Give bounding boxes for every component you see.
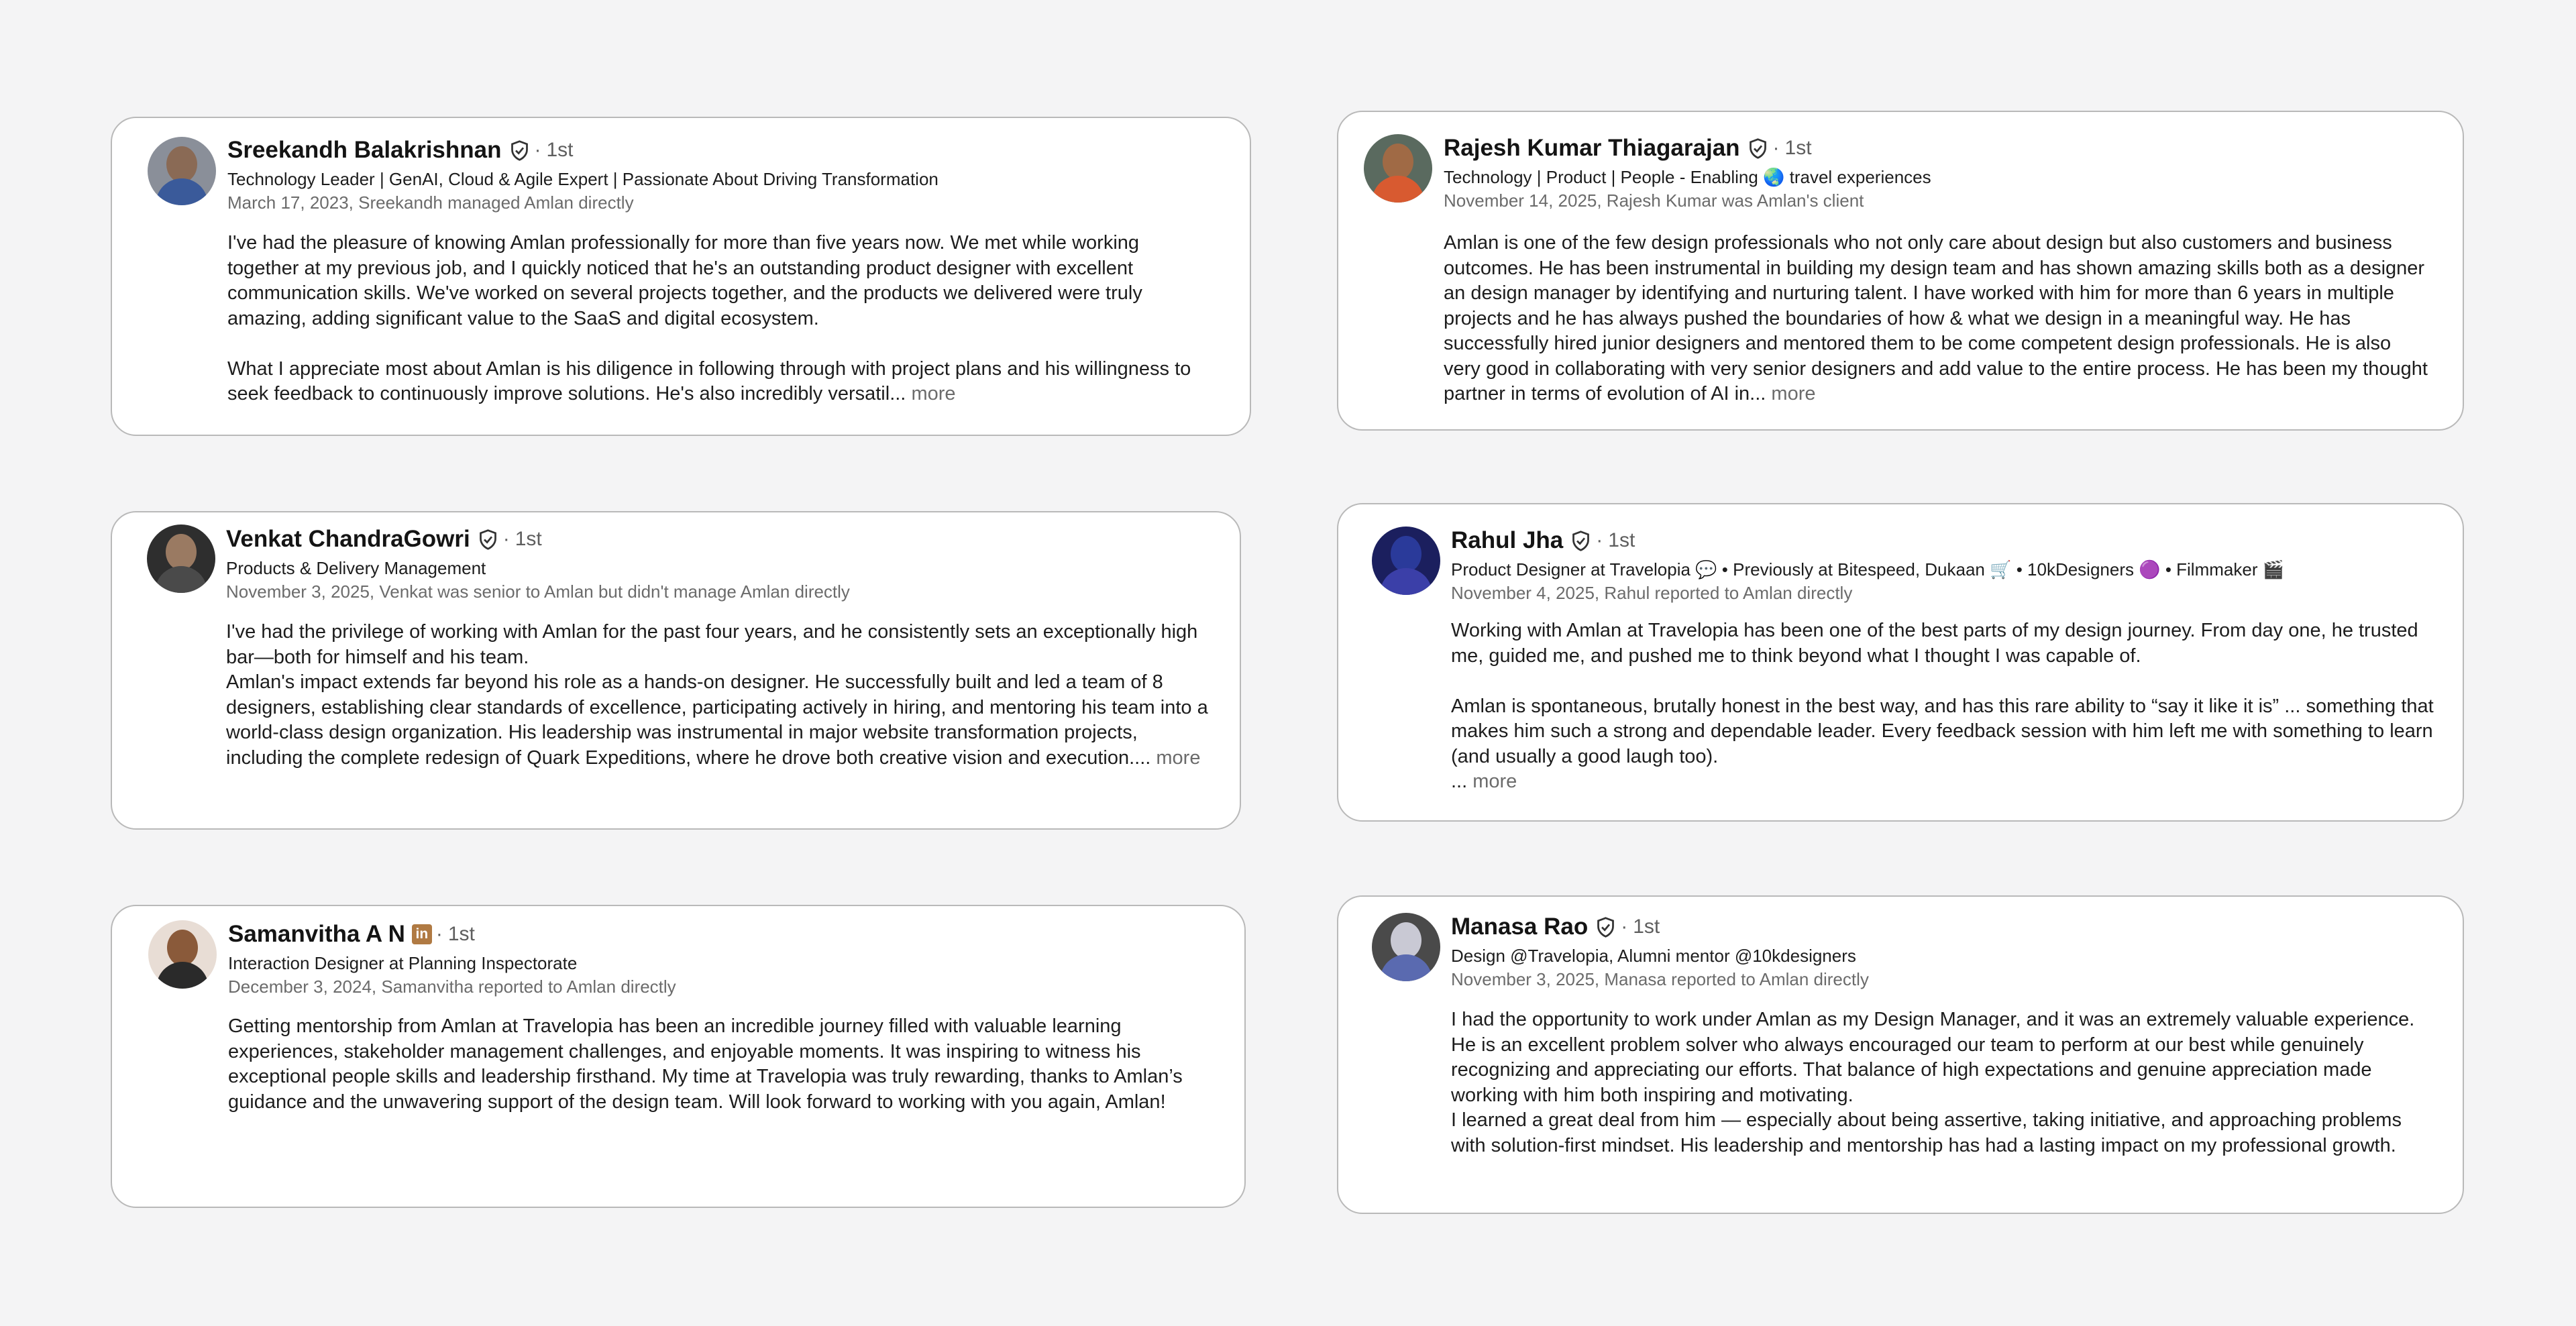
recommendation-meta: November 4, 2025, Rahul reported to Amlan directly <box>1451 583 1853 603</box>
recommender-headline: Product Designer at Travelopia 💬 • Previously at Bitespeed, Dukaan 🛒 • 10kDesigners 🟣 • Filmmaker 🎬 <box>1451 559 2285 579</box>
verified-shield-icon <box>508 140 531 162</box>
recommendation-paragraph: Getting mentorship from Amlan at Travelopia has been an incredible journey filled with valuable learning experiences, stakeholder management challenges, and enjoyable moments. It was inspiring to witness his exceptional people skills and leadership firsthand. My time at Travelopia was truly rewarding, thanks to Amlan’s guidance and the unwavering support of the design team. Will look forward to working with you again, Amlan! <box>228 1015 1183 1113</box>
recommendation-paragraph: I've had the privilege of working with Amlan for the past four years, and he consistently sets an exceptionally high bar—both for himself and his team. Amlan's impact extends far beyond his role as a hands-on designer. He successfully built and led a team of 8 designers, establishing clear standards of excellence, participating actively in hiring, and mentoring his team into a world-class design organization. His leadership was instrumental in major website transformation projects, including the complete redesign of Quark Expeditions, where he drove both creative vision and execution.... <box>226 621 1208 769</box>
avatar[interactable] <box>1372 527 1440 595</box>
recommendation-card <box>111 905 1246 1208</box>
recommendation-text <box>1444 231 2430 407</box>
connection-degree: 1st <box>1608 529 1635 551</box>
recommender-headline: Design @Travelopia, Alumni mentor @10kdesigners <box>1451 946 1856 966</box>
recommendation-card <box>1337 111 2464 431</box>
recommendation-paragraph: Amlan is spontaneous, brutally honest in the best way, and has this rare ability to “say it like it is” ... something that makes him such a strong and dependable leader. Every feedback session with him left me with something to learn (and usually a good laugh too). ... <box>1451 695 2434 792</box>
connection-degree: 1st <box>447 923 475 945</box>
recommendation-paragraph: I've had the pleasure of knowing Amlan professionally for more than five years now. We met while working together at my previous job, and I quickly noticed that he's an outstanding product designer with excellent communication skills. We've worked on several projects together, and the products we delivered were truly amazing, adding significant value to the SaaS and digital ecosystem. <box>227 232 1142 329</box>
recommendation-paragraph: I had the opportunity to work under Amlan as my Design Manager, and it was an extremely valuable experience. He is an excellent problem solver who always encouraged our team to perform at our best while genuinely recognizing and appreciating our efforts. That balance of high expectations and genuine appreciation made working with him both inspiring and motivating. I learned a great deal from him — especially about being assertive, taking initiative, and approaching problems with solution-first mindset. His leadership and mentorship has had a lasting impact on my professional growth. <box>1451 1009 2415 1156</box>
see-more-link[interactable]: more <box>1472 771 1517 792</box>
verified-shield-icon <box>477 529 499 551</box>
recommender-headline: Technology Leader | GenAI, Cloud & Agile Expert | Passionate About Driving Transformation <box>227 169 938 189</box>
avatar[interactable] <box>148 920 217 989</box>
recommendation-paragraph: What I appreciate most about Amlan is his diligence in following through with project plans and his willingness to seek feedback to continuously improve solutions. He's also incredibly versatil... <box>227 357 1191 404</box>
recommendation-meta: November 14, 2025, Rajesh Kumar was Amlan's client <box>1444 190 1864 211</box>
see-more-link[interactable]: more <box>911 383 956 404</box>
linkedin-premium-icon: in <box>412 924 432 944</box>
see-more-link[interactable]: more <box>1156 747 1201 769</box>
recommendation-text <box>1451 618 2437 795</box>
separator-dot: · <box>502 528 510 550</box>
avatar[interactable] <box>147 524 215 593</box>
connection-degree: 1st <box>546 139 574 161</box>
see-more-link[interactable]: more <box>1771 383 1816 404</box>
connection-degree: 1st <box>1633 916 1660 938</box>
recommender-name[interactable]: Sreekandh Balakrishnan <box>227 137 502 163</box>
recommender-name[interactable]: Samanvitha A N <box>228 921 405 947</box>
separator-dot: · <box>1621 916 1628 938</box>
recommendation-meta: December 3, 2024, Samanvitha reported to Amlan directly <box>228 977 676 997</box>
avatar[interactable] <box>1372 913 1440 981</box>
verified-shield-icon <box>1747 137 1769 160</box>
recommender-headline: Technology | Product | People - Enabling 🌏 travel experiences <box>1444 167 1931 187</box>
separator-dot: · <box>1596 529 1603 551</box>
recommendation-card <box>111 511 1241 830</box>
connection-degree: 1st <box>1784 137 1812 159</box>
recommendation-card <box>1337 895 2464 1214</box>
separator-dot: · <box>435 923 443 945</box>
separator-dot: · <box>1772 137 1780 159</box>
recommendation-paragraph: Working with Amlan at Travelopia has been one of the best parts of my design journey. From day one, he trusted me, guided me, and pushed me to think beyond what I thought I was capable of. <box>1451 620 2418 667</box>
recommendation-card <box>1337 503 2464 822</box>
connection-degree: 1st <box>515 528 542 550</box>
recommendation-card <box>111 117 1251 436</box>
recommendation-meta: November 3, 2025, Venkat was senior to Amlan but didn't manage Amlan directly <box>226 582 850 602</box>
recommendation-text <box>1451 1007 2437 1158</box>
recommender-name[interactable]: Manasa Rao <box>1451 914 1589 940</box>
recommender-name[interactable]: Venkat ChandraGowri <box>226 526 470 552</box>
recommendation-text <box>227 231 1207 407</box>
recommendation-meta: March 17, 2023, Sreekandh managed Amlan directly <box>227 192 634 213</box>
recommender-headline: Interaction Designer at Planning Inspectorate <box>228 953 578 973</box>
recommender-name[interactable]: Rahul Jha <box>1451 527 1564 553</box>
recommender-headline: Products & Delivery Management <box>226 558 486 578</box>
avatar[interactable] <box>1364 134 1432 203</box>
avatar[interactable] <box>148 137 216 205</box>
recommendation-text <box>226 620 1212 771</box>
recommender-name[interactable]: Rajesh Kumar Thiagarajan <box>1444 135 1740 161</box>
verified-shield-icon <box>1570 530 1592 552</box>
recommendation-paragraph: Amlan is one of the few design professionals who not only care about design but also customers and business outcomes. He has been instrumental in building my design team and has shown amazing skills both as a designer an design manager by identifying and nurturing talent. I have worked with him for more than 6 years in multiple projects and he has always pushed the boundaries of how & what we design in a meaningful way. He has successfully hired junior designers and mentored them to be come competent design professionals. He is also very good in collaborating with very senior designers and add value to the entire process. He has been my thought partner in terms of evolution of AI in... <box>1444 232 2428 404</box>
verified-shield-icon <box>1595 916 1617 938</box>
recommendation-meta: November 3, 2025, Manasa reported to Amlan directly <box>1451 969 1869 989</box>
separator-dot: · <box>534 139 541 161</box>
recommendation-text <box>228 1014 1208 1115</box>
